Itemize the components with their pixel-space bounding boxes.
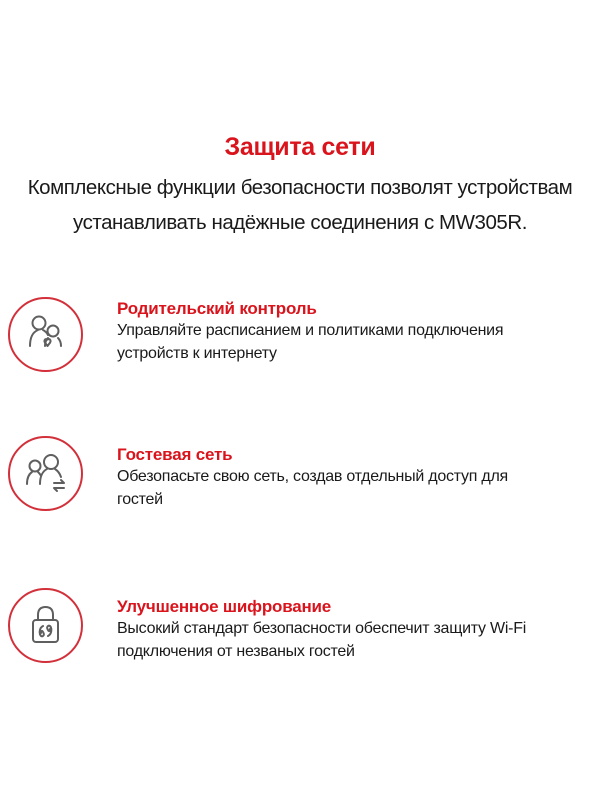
subtitle-line-1: Комплексные функции безопасности позволят устройствам [27, 176, 573, 199]
feature-title: Гостевая сеть [117, 445, 233, 464]
feature-desc-line: Управляйте расписанием и политиками подключения [117, 322, 504, 339]
page-subtitle [0, 170, 600, 240]
page-title: Защита сети [224, 133, 376, 161]
encryption-lock-icon [8, 588, 83, 663]
feature-text [117, 596, 597, 663]
feature-enhanced-encryption [0, 588, 600, 678]
feature-text [117, 298, 597, 365]
feature-title: Родительский контроль [117, 299, 317, 318]
feature-desc-line: устройств к интернету [117, 344, 277, 362]
feature-parental-control [0, 297, 600, 387]
feature-description [117, 618, 597, 663]
feature-desc-line: Обезопасьте свою сеть, создав отдельный доступ для [117, 468, 508, 485]
feature-description [117, 320, 597, 365]
feature-title: Улучшенное шифрование [117, 597, 332, 616]
feature-desc-line: Высокий стандарт безопасности обеспечит защиту Wi-Fi [117, 620, 527, 637]
guest-network-icon [8, 436, 83, 511]
feature-desc-line: подключения от незваных гостей [117, 642, 355, 660]
feature-guest-network [0, 436, 600, 526]
parental-control-icon [8, 297, 83, 372]
feature-text [117, 444, 597, 511]
feature-description [117, 466, 597, 511]
feature-desc-line: гостей [117, 490, 163, 508]
subtitle-line-2: устанавливать надёжные соединения с MW305R. [73, 211, 527, 234]
